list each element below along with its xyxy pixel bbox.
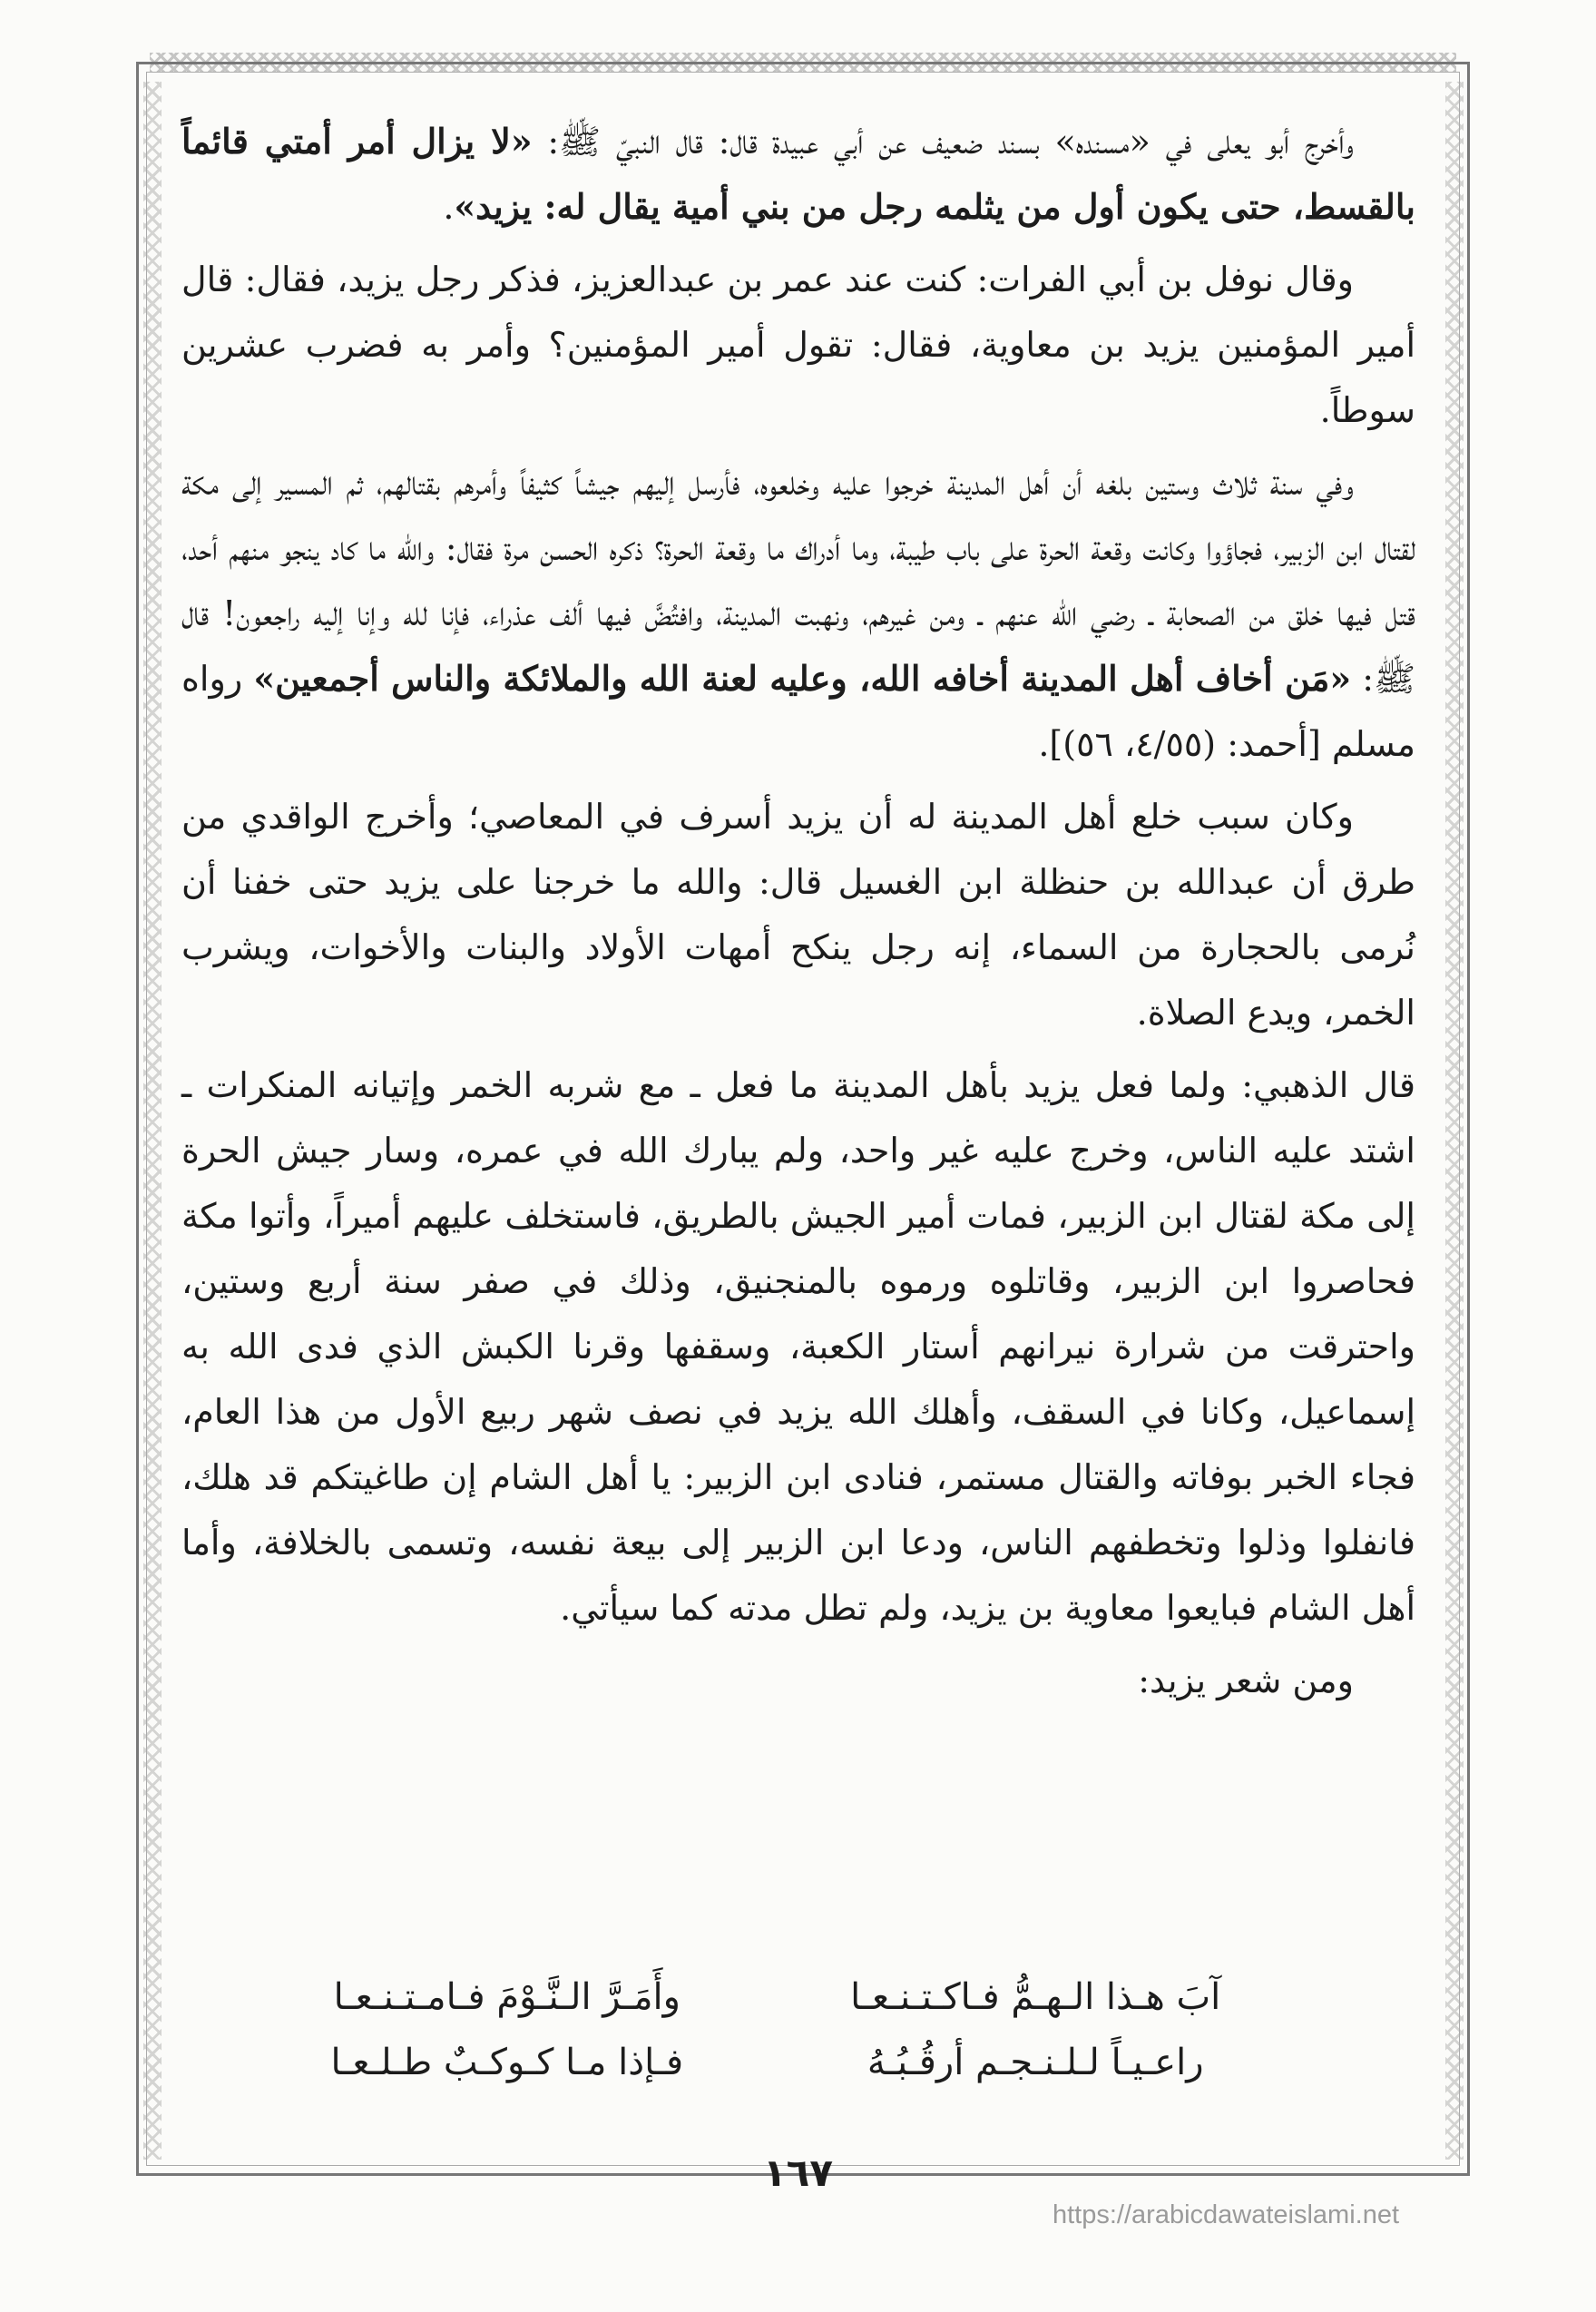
page-number: ١٦٧	[763, 2150, 833, 2195]
text-run: .	[443, 187, 455, 227]
text-run: وأخرج أبو يعلى في «مسنده» بسند ضعيف عن أبي عبيدة قال: قال النبيّ ﷺ:	[532, 122, 1354, 162]
verse-2-first-hemistich: راعـيـاً لـلـنـجـم أرقُـبُـهُ	[867, 2042, 1204, 2083]
verse-1-second-hemistich: وأَمَـرَّ الـنَّـوْمَ فـامـتـنـعـا	[333, 1976, 681, 2018]
text-run: وكان سبب خلع أهل المدينة له أن يزيد أسرف في المعاصي؛ وأخرج الواقدي من طرق أن عبدالله بن حنظلة ابن الغسيل قال: والله ما خرجنا على يزيد حتى خفنا أن نُرمى بالحجارة من السماء، إنه رجل ينكح أمهات الأولاد والبنات والأخوات، ويشرب الخمر، ويدع الصلاة.	[181, 797, 1415, 1033]
watermark-url: https://arabicdawateislami.net	[1053, 2200, 1400, 2229]
verse-1-first-hemistich: آبَ هـذا الـهـمُّ فـاكـتـنـعـا	[850, 1976, 1221, 2018]
paragraph-3	[181, 450, 1415, 777]
hadith-quote: «مَن أخاف أهل المدينة أخافه الله، وعليه لعنة الله والملائكة والناس أجمعين»	[253, 658, 1352, 699]
text-run: قال الذهبي: ولما فعل يزيد بأهل المدينة ما فعل ـ مع شربه الخمر وإتيانه المنكرات ـ اشتد عليه الناس، وخرج عليه غير واحد، ولم يبارك الله في عمره، وسار جيش الحرة إلى مكة لقتال ابن الزبير، فمات أمير الجيش بالطريق، فاستخلف عليهم أميراً، وأتوا مكة فحاصروا ابن الزبير، وقاتلوه ورموه بالمنجنيق، وذلك في صفر سنة أربع وستين، واحترقت من شرارة نيرانهم أستار الكعبة، وسقفها وقرنا الكبش الذي فدى الله به إسماعيل، وكانا في السقف، وأهلك الله يزيد في نصف شهر ربيع الأول من هذا العام، فجاء الخبر بوفاته والقتال مستمر، فنادى ابن الزبير: يا أهل الشام إن طاغيتكم قد هلك، فانفلوا وذلوا وتخطفهم الناس، ودعا ابن الزبير إلى بيعة نفسه، وتسمى بالخلافة، وأما أهل الشام فبايعوا معاوية بن يزيد، ولم تطل مدته كما سيأتي.	[181, 1065, 1415, 1628]
paragraph-1	[181, 109, 1415, 240]
page-body	[181, 109, 1415, 1720]
text-run: وقال نوفل بن أبي الفرات: كنت عند عمر بن عبدالعزيز، فذكر رجل يزيد، فقال: قال أمير المؤمنين يزيد بن معاوية، فقال: تقول أمير المؤمنين؟ وأمر به فضرب عشرين سوطاً.	[181, 260, 1415, 430]
text-run: وفي سنة ثلاث وستين بلغه أن أهل المدينة خرجوا عليه وخلعوه، فأرسل إليهم جيشاً كثيفاً وأمرهم بقتالهم، ثم المسير إلى مكة لقتال ابن الزبير، فجاؤوا وكانت وقعة الحرة على باب طيبة، وما أدراك ما وقعة الحرة؟ ذكره الحسن مرة فقال: والله ما كاد ينجو منهم أحد، قتل فيها خلق من الصحابة ـ رضي الله عنهم ـ ومن غيرهم، ونهبت المدينة، وافتُضَّ فيها ألف عذراء، فإنا لله وإنا إليه راجعون! قال ﷺ:	[181, 463, 1415, 699]
paragraph-5	[181, 1053, 1415, 1641]
hadith-quote: «لا يزال أمر أمتي قائماً بالقسط، حتى يكون أول من يثلمه رجل من بني أمية يقال له: يزيد»	[181, 121, 1415, 227]
poetry-intro	[181, 1648, 1415, 1713]
paragraph-4	[181, 784, 1415, 1045]
verse-2-second-hemistich: فـإذا مـا كـوكـبٌ طـلـعـا	[330, 2042, 684, 2083]
text-run: ومن شعر يزيد:	[1138, 1661, 1354, 1700]
text-run: رواه مسلم [أحمد: (٤/٥٥، ٥٦)].	[181, 659, 1415, 764]
verse-1	[263, 1964, 1279, 2030]
poetry-block	[263, 1964, 1279, 2095]
verse-2	[263, 2030, 1279, 2095]
paragraph-2	[181, 247, 1415, 443]
